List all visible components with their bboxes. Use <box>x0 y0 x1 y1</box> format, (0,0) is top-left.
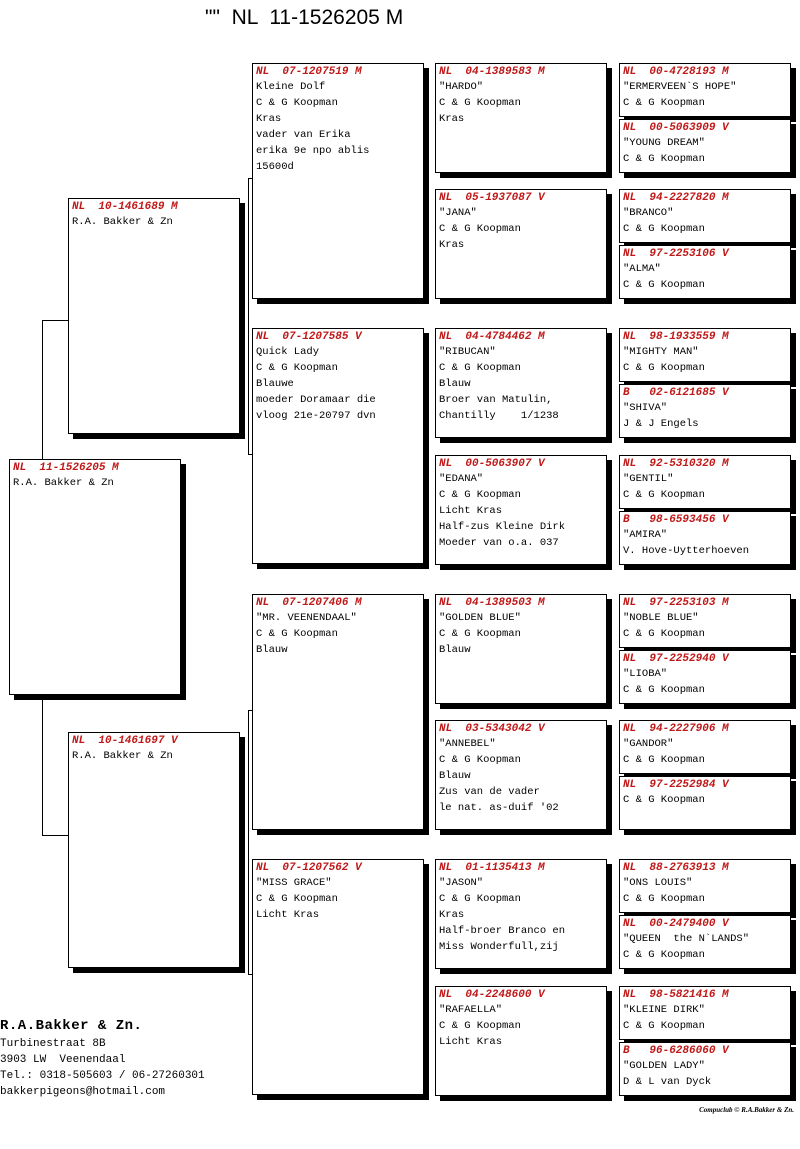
pigeon-card-gen4-8[interactable] <box>619 511 791 565</box>
pigeon-info-line: "HARDO" <box>439 81 484 93</box>
pigeon-info-line: "MISS GRACE" <box>256 877 332 889</box>
ring-number: NL 97-2252940 V <box>623 653 729 665</box>
pigeon-info-line: Moeder van o.a. 037 <box>439 537 559 549</box>
pigeon-info-line: "BRANCO" <box>623 207 674 219</box>
connector-line <box>42 835 69 836</box>
pigeon-card-fmm[interactable] <box>435 455 607 565</box>
pigeon-card-mmm[interactable] <box>435 986 607 1096</box>
pigeon-info-line: D & L van Dyck <box>623 1076 712 1088</box>
pigeon-info-line: Blauw <box>439 644 471 656</box>
pigeon-info-line: C & G Koopman <box>256 628 338 640</box>
pigeon-info-line: "JANA" <box>439 207 477 219</box>
pigeon-card-gen4-10[interactable] <box>619 650 791 704</box>
pigeon-info-line: C & G Koopman <box>439 1020 521 1032</box>
ring-number: NL 94-2227820 M <box>623 192 729 204</box>
owner-phone: Tel.: 0318-505603 / 06-27260301 <box>0 1070 205 1082</box>
connector-line <box>42 700 43 835</box>
pigeon-info-line: C & G Koopman <box>439 628 521 640</box>
pigeon-info-line: "LIOBA" <box>623 668 668 680</box>
pigeon-info-line: C & G Koopman <box>439 97 521 109</box>
pigeon-info-line: C & G Koopman <box>623 754 705 766</box>
pigeon-info-line: C & G Koopman <box>623 153 705 165</box>
owner-address <box>0 1016 205 1100</box>
pigeon-info-line: erika 9e npo ablis <box>256 145 370 157</box>
pigeon-info-line: "KLEINE DIRK" <box>623 1004 705 1016</box>
pigeon-info-line: "QUEEN the N`LANDS" <box>623 933 750 945</box>
pigeon-info-line: C & G Koopman <box>623 893 705 905</box>
pigeon-card-subject[interactable] <box>9 459 181 695</box>
pigeon-info-line: Broer van Matulin, <box>439 394 553 406</box>
pigeon-info-line: Miss Wonderfull,zij <box>439 941 559 953</box>
pigeon-info-line: Licht Kras <box>256 909 320 921</box>
pigeon-card-gen4-5[interactable] <box>619 328 791 382</box>
owner-street: Turbinestraat 8B <box>0 1038 106 1050</box>
pigeon-info-line: "ONS LOUIS" <box>623 877 693 889</box>
pigeon-card-mmf[interactable] <box>435 859 607 969</box>
pigeon-card-mff[interactable] <box>435 594 607 704</box>
ring-number: NL 00-5063909 V <box>623 122 729 134</box>
pigeon-card-gen4-12[interactable] <box>619 776 791 830</box>
pigeon-card-father-mother[interactable] <box>252 328 424 564</box>
ring-number: NL 07-1207406 M <box>256 597 362 609</box>
ring-number: NL 07-1207585 V <box>256 331 362 343</box>
pigeon-info-line: Kleine Dolf <box>256 81 326 93</box>
pigeon-card-father-father[interactable] <box>252 63 424 299</box>
connector-line <box>42 320 69 321</box>
pigeon-info-line: Half-zus Kleine Dirk <box>439 521 566 533</box>
pigeon-card-gen4-1[interactable] <box>619 63 791 117</box>
ring-number: NL 04-1389503 M <box>439 597 545 609</box>
pigeon-info-line: vader van Erika <box>256 129 351 141</box>
pigeon-info-line: C & G Koopman <box>256 362 338 374</box>
pigeon-info-line: R.A. Bakker & Zn <box>72 216 173 228</box>
pigeon-card-gen4-3[interactable] <box>619 189 791 243</box>
ring-number: NL 01-1135413 M <box>439 862 545 874</box>
connector-line <box>42 320 43 460</box>
owner-email[interactable]: bakkerpigeons@hotmail.com <box>0 1086 166 1098</box>
pigeon-info-line: "JASON" <box>439 877 484 889</box>
pigeon-info-line: C & G Koopman <box>623 97 705 109</box>
pigeon-card-gen4-11[interactable] <box>619 720 791 774</box>
ring-number: NL 04-4784462 M <box>439 331 545 343</box>
pigeon-info-line: "RIBUCAN" <box>439 346 496 358</box>
ring-number: NL 97-2253103 M <box>623 597 729 609</box>
pigeon-info-line: Licht Kras <box>439 1036 503 1048</box>
ring-number: NL 97-2252984 V <box>623 779 729 791</box>
pigeon-info-line: Half-broer Branco en <box>439 925 566 937</box>
pigeon-info-line: Chantilly 1/1238 <box>439 410 559 422</box>
pigeon-card-gen4-2[interactable] <box>619 119 791 173</box>
pigeon-info-line: "MIGHTY MAN" <box>623 346 699 358</box>
ring-number: NL 97-2253106 V <box>623 248 729 260</box>
pigeon-info-line: "GOLDEN LADY" <box>623 1060 705 1072</box>
pigeon-card-gen4-4[interactable] <box>619 245 791 299</box>
pigeon-card-fmf[interactable] <box>435 328 607 438</box>
pigeon-info-line: C & G Koopman <box>439 754 521 766</box>
pigeon-info-line: C & G Koopman <box>256 97 338 109</box>
pigeon-card-ffm[interactable] <box>435 189 607 299</box>
pigeon-info-line: C & G Koopman <box>623 1020 705 1032</box>
pigeon-info-line: le nat. as-duif '02 <box>439 802 559 814</box>
pigeon-info-line: C & G Koopman <box>623 684 705 696</box>
pigeon-info-line: "YOUNG DREAM" <box>623 137 705 149</box>
pigeon-card-gen4-15[interactable] <box>619 986 791 1040</box>
ring-number: NL 05-1937087 V <box>439 192 545 204</box>
pigeon-info-line: J & J Engels <box>623 418 699 430</box>
pigeon-card-mother-mother[interactable] <box>252 859 424 1095</box>
pigeon-info-line: R.A. Bakker & Zn <box>72 750 173 762</box>
pigeon-info-line: Blauw <box>439 770 471 782</box>
pigeon-info-line: "GANDOR" <box>623 738 674 750</box>
ring-number: NL 00-2479400 V <box>623 918 729 930</box>
pigeon-card-gen4-13[interactable] <box>619 859 791 913</box>
connector-line <box>248 710 249 974</box>
ring-number: B 96-6286060 V <box>623 1045 729 1057</box>
pigeon-info-line: C & G Koopman <box>623 362 705 374</box>
ring-number: NL 92-5310320 M <box>623 458 729 470</box>
connector-line <box>248 178 249 454</box>
pigeon-info-line: V. Hove-Uytterhoeven <box>623 545 750 557</box>
pigeon-card-gen4-14[interactable] <box>619 915 791 969</box>
pigeon-info-line: Blauwe <box>256 378 294 390</box>
pigeon-info-line: 15600d <box>256 161 294 173</box>
pigeon-info-line: "MR. VEENENDAAL" <box>256 612 357 624</box>
pigeon-info-line: C & G Koopman <box>623 794 705 806</box>
ring-number: NL 11-1526205 M <box>13 462 119 474</box>
pigeon-info-line: C & G Koopman <box>623 279 705 291</box>
ring-number: NL 88-2763913 M <box>623 862 729 874</box>
ring-number: NL 07-1207519 M <box>256 66 362 78</box>
pigeon-info-line: Zus van de vader <box>439 786 540 798</box>
pigeon-info-line: "ANNEBEL" <box>439 738 496 750</box>
pigeon-info-line: C & G Koopman <box>439 489 521 501</box>
pigeon-info-line: Blauw <box>439 378 471 390</box>
pigeon-info-line: "ERMERVEEN`S HOPE" <box>623 81 737 93</box>
pigeon-card-gen4-6[interactable] <box>619 384 791 438</box>
ring-number: NL 00-5063907 V <box>439 458 545 470</box>
pigeon-info-line: C & G Koopman <box>623 489 705 501</box>
pigeon-info-line: C & G Koopman <box>256 893 338 905</box>
ring-number: B 98-6593456 V <box>623 514 729 526</box>
pigeon-card-mfm[interactable] <box>435 720 607 830</box>
pigeon-info-line: "EDANA" <box>439 473 484 485</box>
pigeon-info-line: C & G Koopman <box>623 223 705 235</box>
ring-number: NL 04-2248600 V <box>439 989 545 1001</box>
owner-name: R.A.Bakker & Zn. <box>0 1018 143 1034</box>
pigeon-info-line: "AMIRA" <box>623 529 668 541</box>
ring-number: NL 04-1389583 M <box>439 66 545 78</box>
pigeon-info-line: R.A. Bakker & Zn <box>13 477 114 489</box>
pigeon-info-line: "RAFAELLA" <box>439 1004 503 1016</box>
ring-number: NL 98-5821416 M <box>623 989 729 1001</box>
pigeon-info-line: C & G Koopman <box>439 893 521 905</box>
ring-number: NL 03-5343042 V <box>439 723 545 735</box>
pigeon-info-line: moeder Doramaar die <box>256 394 376 406</box>
pigeon-card-gen4-16[interactable] <box>619 1042 791 1096</box>
pigeon-info-line: "ALMA" <box>623 263 661 275</box>
pigeon-card-mother[interactable] <box>68 732 240 968</box>
pigeon-info-line: C & G Koopman <box>439 362 521 374</box>
pigeon-info-line: Blauw <box>256 644 288 656</box>
pigeon-info-line: Kras <box>439 909 465 921</box>
pigeon-card-gen4-9[interactable] <box>619 594 791 648</box>
pigeon-info-line: "NOBLE BLUE" <box>623 612 699 624</box>
pigeon-card-fff[interactable] <box>435 63 607 173</box>
pigeon-info-line: Kras <box>439 113 465 125</box>
pigeon-info-line: vloog 21e-20797 dvn <box>256 410 376 422</box>
ring-number: NL 98-1933559 M <box>623 331 729 343</box>
pigeon-card-gen4-7[interactable] <box>619 455 791 509</box>
ring-number: NL 07-1207562 V <box>256 862 362 874</box>
pigeon-info-line: Licht Kras <box>439 505 503 517</box>
ring-number: NL 94-2227906 M <box>623 723 729 735</box>
pigeon-info-line: Kras <box>439 239 465 251</box>
ring-number: NL 10-1461689 M <box>72 201 178 213</box>
pigeon-info-line: "GENTIL" <box>623 473 674 485</box>
ring-number: NL 00-4728193 M <box>623 66 729 78</box>
pigeon-info-line: "SHIVA" <box>623 402 668 414</box>
pigeon-info-line: C & G Koopman <box>623 949 705 961</box>
ring-number: B 02-6121685 V <box>623 387 729 399</box>
pigeon-info-line: Quick Lady <box>256 346 320 358</box>
pigeon-card-mother-father[interactable] <box>252 594 424 830</box>
ring-number: NL 10-1461697 V <box>72 735 178 747</box>
pigeon-info-line: "GOLDEN BLUE" <box>439 612 521 624</box>
footer-credit: Compuclub © R.A.Bakker & Zn. <box>699 1106 794 1114</box>
pigeon-info-line: Kras <box>256 113 282 125</box>
page-title: "" NL 11-1526205 M <box>205 6 404 29</box>
owner-city: 3903 LW Veenendaal <box>0 1054 126 1066</box>
pigeon-info-line: C & G Koopman <box>439 223 521 235</box>
pigeon-card-father[interactable] <box>68 198 240 434</box>
pigeon-info-line: C & G Koopman <box>623 628 705 640</box>
